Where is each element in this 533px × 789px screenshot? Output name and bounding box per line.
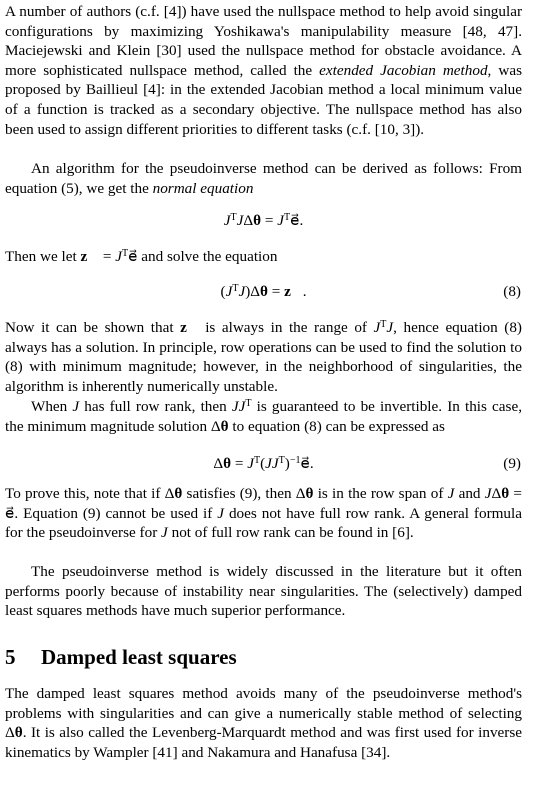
equation-8 [5, 282, 522, 304]
paragraph-pseudoinverse-intro: An algorithm for the pseudoinverse method can be derived as follows: From equation (5), we get the normal equation [5, 160, 522, 197]
section-title: Damped least squares [41, 645, 237, 669]
equation-8-number: (8) [503, 283, 521, 300]
equation-9-number: (9) [503, 455, 521, 472]
paragraph-nullspace-methods: A number of authors (c.f. [4]) have used the nullspace method to help avoid singular configurations by maximizing Yoshikawa's manipulability measure [48, 47]. Maciejewski and Klein [30] used the nullspace method for obstacle avoidance. A more sophisticated nullspace method, called the extended Jacobian method, was proposed by Baillieul [4]: in the extended Jacobian method a local minimum value of a function is tracked as a secondary objective. The nullspace method has also been used to assign different priorities to different tasks (c.f. [10, 3]). [5, 3, 522, 138]
paragraph-let-z: Then we let z⃗ = $J^Te⃗$ and solve the equation [5, 248, 278, 265]
equation-normal [5, 211, 522, 233]
paragraph-discussion: The pseudoinverse method is widely discussed in the literature but it often performs poorly because of instability near singularities. The (selectively) damped least squares methods have much superior performance. [5, 563, 522, 620]
section-number: 5 [5, 645, 16, 669]
paragraph-full-row-rank: When J has full row rank, then $JJ^T$ is guaranteed to be invertible. In this case, the minimum magnitude solution Δθ to equation (8) can be expressed as [5, 398, 522, 435]
paragraph-proof: To prove this, note that if Δθ satisfies (9), then Δθ is in the row span of J and JΔθ = e⃗. Equation (9) cannot be used if J does not have full row rank. A general formula for the pseudoinverse for J not of full row rank can be found in [6]. [5, 485, 522, 542]
paragraph-damped-least-squares: The damped least squares method avoids many of the pseudoinverse method's problems with singularities and can give a numerically stable method of selecting Δθ. It is also called the Levenberg-Marquardt method and was first used for inverse kinematics by Wampler [41] and Nakamura and Hanafusa [34]. [5, 685, 522, 761]
paragraph-range-argument: Now it can be shown that z⃗ is always in the range of $J^TJ$, hence equation (8) always has a solution. In principle, row operations can be used to find the solution to (8) with minimum magnitude; however, in the neighborhood of singularities, the algorithm is inherently numerically unstable. [5, 319, 522, 395]
equation-normal-body: $J^TJ\Delta\theta$ = $J^Te⃗$. [223, 212, 304, 229]
equation-9 [5, 454, 522, 476]
section-heading [5, 645, 237, 670]
equation-9-body: $\Delta\theta = J^T(JJ^T)^{-1}e⃗$. [213, 455, 314, 472]
equation-8-body: $(J^TJ)\Delta\theta$ = z⃗. [220, 283, 307, 300]
